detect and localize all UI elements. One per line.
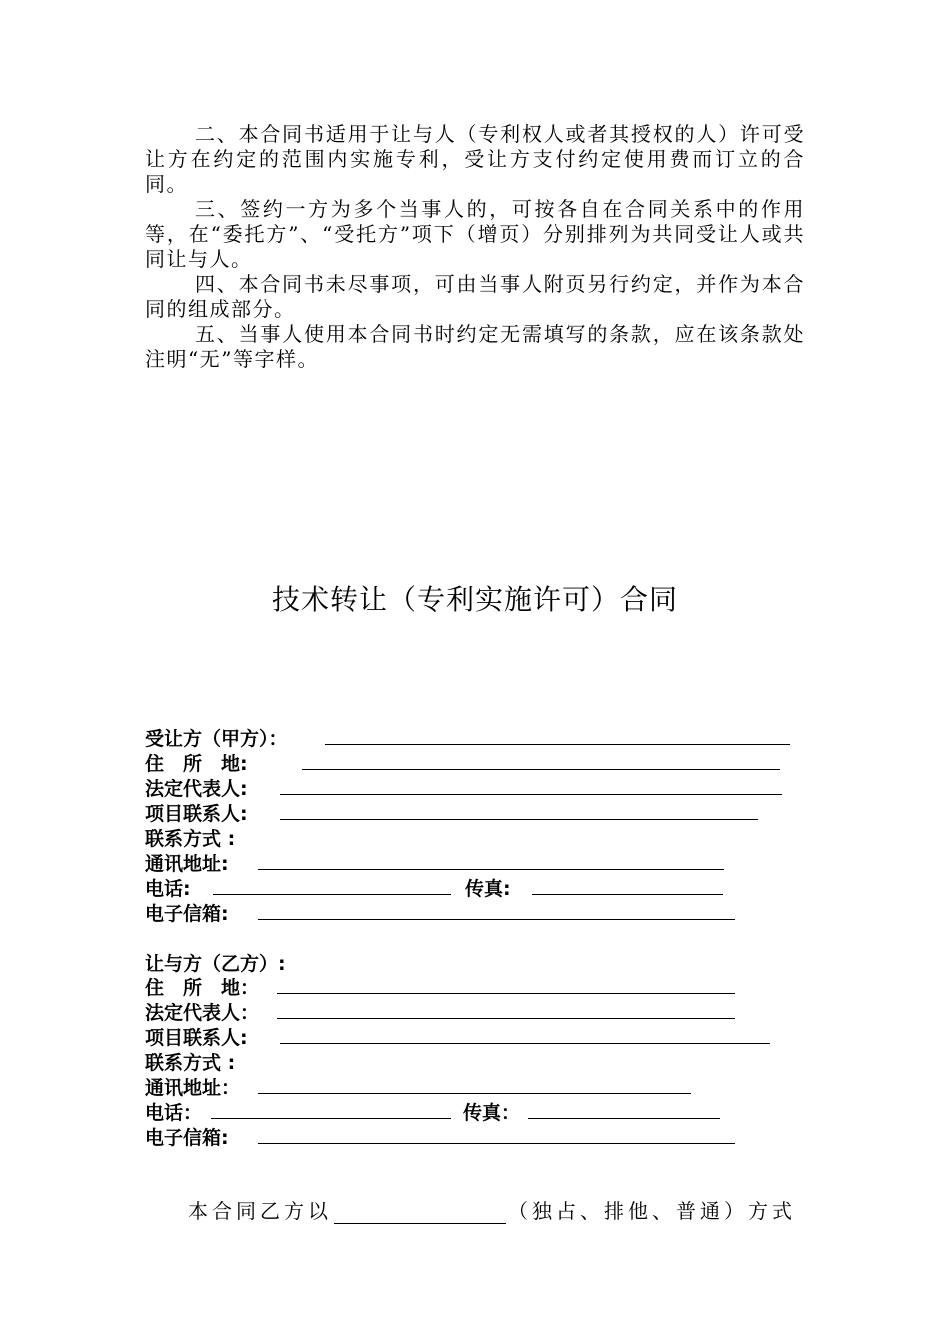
party-b-address-label: 住 所 地： [145, 977, 260, 999]
party-a-address-field[interactable] [302, 769, 780, 770]
party-b-email-field[interactable] [258, 1143, 735, 1144]
license-type-field[interactable] [334, 1203, 506, 1224]
party-b-contact-method-label: 联系方式 : [145, 1052, 236, 1074]
note-item: 五、当事人使用本合同书时约定无需填写的条款，应在该条款处注明“无”等字样。 [145, 322, 805, 371]
party-a-legal-rep-field[interactable] [280, 794, 782, 795]
party-a-address-label: 住 所 地: [145, 753, 248, 775]
party-a-mail-address-label: 通讯地址: [145, 853, 229, 875]
note-item: 二、本合同书适用于让与人（专利权人或者其授权的人）许可受让方在约定的范围内实施专利，受让方支付约定使用费而订立的合同。 [145, 122, 805, 196]
party-b-fax-label: 传真： [463, 1102, 521, 1124]
party-b-legal-rep-field[interactable] [277, 1018, 735, 1019]
party-b-heading: 让与方（乙方）: [145, 953, 286, 975]
instructions-notes [145, 122, 805, 372]
party-a-heading: 受让方（甲方）： [145, 728, 288, 750]
party-b-fax-field[interactable] [528, 1118, 720, 1119]
party-a-contact-person-label: 项目联系人: [145, 803, 248, 825]
party-b-mail-address-field[interactable] [258, 1093, 691, 1094]
party-a-contact-person-field[interactable] [280, 819, 758, 820]
party-a-fax-label: 传真: [465, 878, 511, 900]
party-b-email-label: 电子信箱: [145, 1127, 229, 1149]
party-a-email-label: 电子信箱: [145, 903, 229, 925]
party-b-address-field[interactable] [277, 993, 735, 994]
note-item: 三、签约一方为多个当事人的，可按各自在合同关系中的作用等，在“委托方”、“受托方”项下（增页）分别排列为共同受让人或共同让与人。 [145, 197, 805, 271]
party-a-phone-field[interactable] [213, 894, 451, 895]
party-b-mail-address-label: 通讯地址： [145, 1077, 241, 1099]
license-type-clause [188, 1195, 808, 1224]
party-b-phone-label: 电话： [145, 1102, 203, 1124]
party-a-name-field[interactable] [325, 744, 790, 745]
party-a-legal-rep-label: 法定代表人: [145, 778, 248, 800]
party-a-mail-address-field[interactable] [258, 869, 724, 870]
party-b-contact-person-field[interactable] [280, 1043, 770, 1044]
clause-text-after: （独占、排他、普通）方式 [508, 1199, 796, 1223]
note-item: 四、本合同书未尽事项，可由当事人附页另行约定，并作为本合同的组成部分。 [145, 272, 805, 321]
party-a-fax-field[interactable] [532, 894, 723, 895]
party-a-contact-method-label: 联系方式 : [145, 828, 236, 850]
contract-title: 技术转让（专利实施许可）合同 [271, 583, 678, 616]
party-b-phone-field[interactable] [211, 1118, 451, 1119]
party-a-phone-label: 电话: [145, 878, 191, 900]
party-a-email-field[interactable] [258, 919, 735, 920]
party-b-legal-rep-label: 法定代表人： [145, 1002, 260, 1024]
clause-text-before: 本合同乙方以 [188, 1199, 332, 1223]
party-b-contact-person-label: 项目联系人: [145, 1027, 248, 1049]
